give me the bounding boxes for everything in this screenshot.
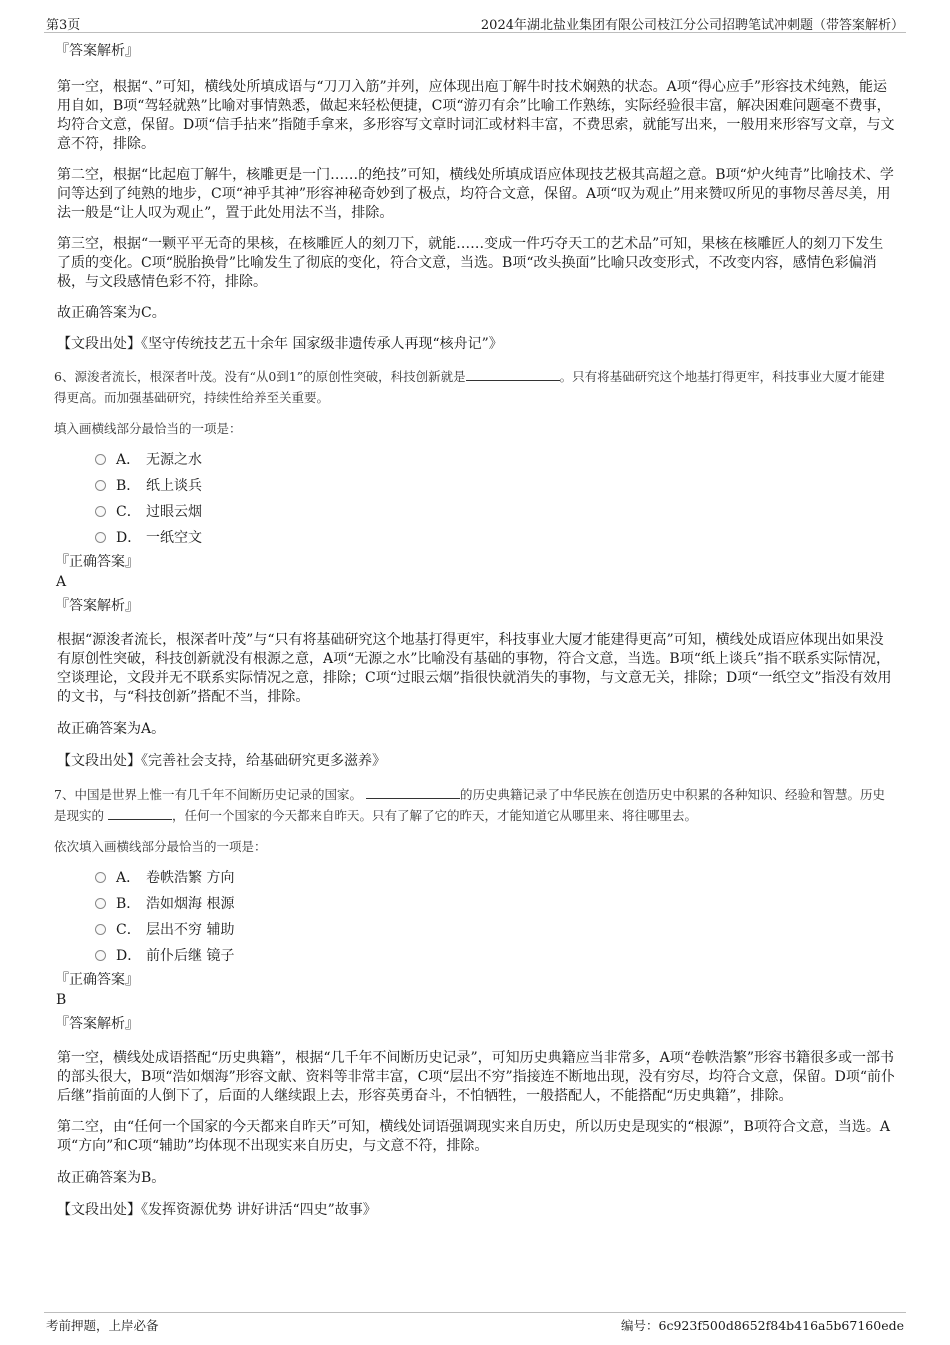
page-number: 第3页 bbox=[46, 18, 81, 33]
q7-option-c[interactable]: C． 层出不穷 辅助 bbox=[95, 917, 895, 943]
page-footer bbox=[44, 1312, 906, 1333]
q7-option-a[interactable]: A． 卷帙浩繁 方向 bbox=[95, 865, 895, 891]
radio-icon[interactable] bbox=[95, 924, 106, 935]
radio-icon[interactable] bbox=[95, 480, 106, 491]
document-id: 编号：6c923f500d8652f84b416a5b67160ede bbox=[621, 1318, 904, 1333]
q6-options bbox=[57, 447, 895, 551]
q6-blank bbox=[466, 367, 560, 381]
q6-option-c[interactable]: C． 过眼云烟 bbox=[95, 499, 895, 525]
radio-icon[interactable] bbox=[95, 532, 106, 543]
q5-source: 【文段出处】《坚守传统技艺五十余年 国家级非遗传承人再现“核舟记”》 bbox=[57, 336, 503, 352]
radio-icon[interactable] bbox=[95, 872, 106, 883]
q6-analysis-label: 『答案解析』 bbox=[55, 598, 139, 614]
document-title: 2024年湖北盐业集团有限公司枝江分公司招聘笔试冲刺题（带答案解析） bbox=[480, 18, 904, 33]
q7-conclusion: 故正确答案为B。 bbox=[57, 1170, 166, 1186]
q7-analysis-para-1: 第一空，横线处成语搭配“历史典籍”，根据“几千年不间断历史记录”，可知历史典籍应当非常多，A项“卷帙浩繁”形容书籍很多或一部书的部头很大，B项“浩如烟海”形容文献、资料等非常丰富，C项“层出不穷”指接连不断地出现，没有穷尽，均符合文意，保留。D项“前仆后继”指前面的人倒下了，后面的人继续跟上去，形容英勇奋斗，不怕牺牲，一般搭配人，不能搭配“历史典籍”，排除。 bbox=[57, 1050, 896, 1104]
q6-analysis-para-1: 根据“源浚者流长，根深者叶茂”与“只有将基础研究这个地基打得更牢，科技事业大厦才能建得更高”可知，横线处成语应体现出如果没有原创性突破，科技创新就没有根源之意，A项“无源之水”比喻没有基础的事物，符合文意，当选。B项“纸上谈兵”指不联系实际情况，空谈理论，文段并无不联系实际情况之意，排除；C项“过眼云烟”指很快就消失的事物，与文意无关，排除；D项“一纸空文”指没有效用的文书，与“科技创新”搭配不当，排除。 bbox=[57, 632, 892, 705]
q7-blank-1 bbox=[366, 785, 460, 799]
q6-option-b[interactable]: B． 纸上谈兵 bbox=[95, 473, 895, 499]
q7-correct-answer: B bbox=[56, 992, 67, 1008]
q7-blank-2 bbox=[108, 806, 172, 820]
q5-analysis-para-3: 第三空，根据“一颗平平无奇的果核，在核雕匠人的刻刀下，就能……变成一件巧夺天工的艺术品”可知，果核在核雕匠人的刻刀下发生了质的变化。C项“脱胎换骨”比喻发生了彻底的变化，符合文意，当选。B项“改头换面”比喻只改变形式，不改变内容，感情色彩偏消极，与文段感情色彩不符，排除。 bbox=[57, 236, 884, 290]
radio-icon[interactable] bbox=[95, 454, 106, 465]
q7-source: 【文段出处】《发挥资源优势 讲好讲活“四史”故事》 bbox=[57, 1202, 377, 1218]
q6-prompt: 填入画横线部分最恰当的一项是： bbox=[54, 421, 242, 436]
radio-icon[interactable] bbox=[95, 506, 106, 517]
q5-analysis-para-2: 第二空，根据“比起庖丁解牛，核雕更是一门……的绝技”可知，横线处所填成语应体现技艺极其高超之意。B项“炉火纯青”比喻技术、学问等达到了纯熟的地步，C项“神乎其神”形容神秘奇妙到了极点，均符合文意，保留。A项“叹为观止”用来赞叹所见的事物尽善尽美，用法一般是“让人叹为观止”，置于此处用法不当，排除。 bbox=[57, 167, 894, 221]
q7-option-b[interactable]: B． 浩如烟海 根源 bbox=[95, 891, 895, 917]
q7-analysis-label: 『答案解析』 bbox=[55, 1016, 139, 1032]
q6-source: 【文段出处】《完善社会支持，给基础研究更多滋养》 bbox=[57, 753, 386, 769]
q6-option-a[interactable]: A． 无源之水 bbox=[95, 447, 895, 473]
q6-conclusion: 故正确答案为A。 bbox=[57, 721, 166, 737]
radio-icon[interactable] bbox=[95, 898, 106, 909]
q6-option-d[interactable]: D． 一纸空文 bbox=[95, 525, 895, 551]
q7-prompt: 依次填入画横线部分最恰当的一项是： bbox=[54, 839, 267, 854]
q7-options bbox=[57, 865, 895, 969]
page-header bbox=[44, 12, 906, 33]
q6-question: 6、源浚者流长，根深者叶茂。没有“从0到1”的原创性突破，科技创新就是 。只有将基础研究这个地基打得更牢，科技事业大厦才能建得更高。而加强基础研究，持续性给养至关重要。 bbox=[54, 369, 885, 405]
q7-analysis-para-2: 第二空，由“任何一个国家的今天都来自昨天”可知，横线处词语强调现实来自历史，所以历史是现实的“根源”，B项符合文意，当选。A项“方向”和C项“辅助”均体现不出现实来自历史，与文意不符，排除。 bbox=[57, 1119, 891, 1154]
q7-correct-label: 『正确答案』 bbox=[55, 972, 139, 988]
radio-icon[interactable] bbox=[95, 950, 106, 961]
q6-correct-label: 『正确答案』 bbox=[55, 554, 139, 570]
q7-option-d[interactable]: D． 前仆后继 镜子 bbox=[95, 943, 895, 969]
footer-slogan: 考前押题，上岸必备 bbox=[46, 1318, 159, 1333]
q6-correct-answer: A bbox=[56, 574, 67, 590]
q5-analysis-label: 『答案解析』 bbox=[55, 43, 139, 59]
q7-question: 7、中国是世界上惟一有几千年不间断历史记录的国家。 的历史典籍记录了中华民族在创造历史中积累的各种知识、经验和智慧。历史是现实的 ，任何一个国家的今天都来自昨天。只有了解了它的昨天，才能知道它从哪里来、将往哪里去。 bbox=[54, 787, 885, 823]
q5-analysis-para-1: 第一空，根据“、”可知，横线处所填成语与“刀刀入筋”并列，应体现出庖丁解牛时技术娴熟的状态。A项“得心应手”形容技术纯熟，能运用自如，B项“驾轻就熟”比喻对事情熟悉，做起来轻松便捷，C项“游刃有余”比喻工作熟练，实际经验很丰富，解决困难问题毫不费事，均符合文意，保留。D项“信手拈来”指随手拿来，多形容写文章时词汇或材料丰富，不费思索，就能写出来，一般用来形容写文章，与文意不符，排除。 bbox=[57, 79, 895, 152]
q5-conclusion: 故正确答案为C。 bbox=[57, 305, 166, 321]
page-content bbox=[54, 40, 896, 1220]
